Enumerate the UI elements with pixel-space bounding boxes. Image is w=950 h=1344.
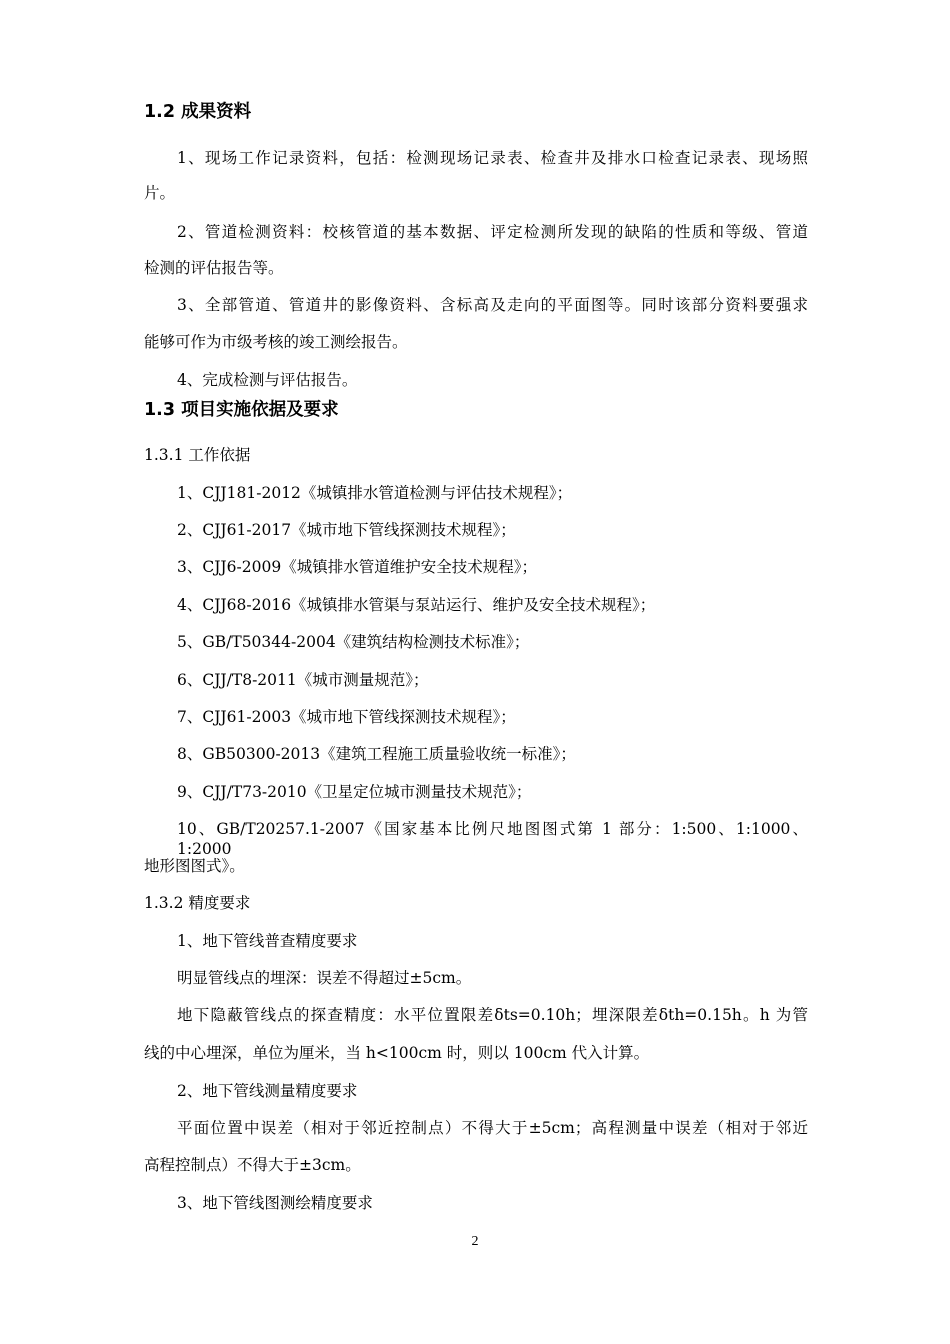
reference-item-6: 6、CJJ/T8-2011《城市测量规范》；: [177, 671, 429, 689]
paragraph-4: 4、完成检测与评估报告。: [177, 371, 358, 389]
paragraph-1-line-2: 片。: [144, 184, 176, 202]
reference-item-10-line-1: 10、GB/T20257.1-2007《国家基本比例尺地图图式第 1 部分：1:500、1:1000、1:2000: [177, 820, 808, 858]
paragraph-2-line-2: 检测的评估报告等。: [144, 259, 284, 277]
reference-item-8: 8、GB50300-2013《建筑工程施工质量验收统一标准》；: [177, 745, 576, 763]
page-number: 2: [471, 1234, 479, 1249]
paragraph-1-line-1: 1、现场工作记录资料，包括：检测现场记录表、检查井及排水口检查记录表、现场照: [177, 149, 808, 167]
reference-item-1: 1、CJJ181-2012《城镇排水管道检测与评估技术规程》；: [177, 484, 573, 502]
precision-survey-line-1: 平面位置中误差（相对于邻近控制点）不得大于±5cm；高程测量中误差（相对于邻近: [177, 1119, 808, 1137]
reference-item-7: 7、CJJ61-2003《城市地下管线探测技术规程》；: [177, 708, 516, 726]
reference-item-2: 2、CJJ61-2017《城市地下管线探测技术规程》；: [177, 521, 516, 539]
subsection-heading-1-3-2: 1.3.2 精度要求: [144, 894, 251, 912]
reference-item-3: 3、CJJ6-2009《城镇排水管道维护安全技术规程》；: [177, 558, 537, 576]
reference-item-5: 5、GB/T50344-2004《建筑结构检测技术标准》；: [177, 633, 530, 651]
reference-item-10-line-2: 地形图图式》。: [144, 857, 245, 875]
paragraph-2-line-1: 2、管道检测资料：校核管道的基本数据、评定检测所发现的缺陷的性质和等级、管道: [177, 223, 808, 241]
subsection-heading-1-3-1: 1.3.1 工作依据: [144, 446, 251, 464]
paragraph-3-line-2: 能够可作为市级考核的竣工测绘报告。: [144, 333, 408, 351]
section-heading-1-2: 1.2 成果资料: [144, 102, 252, 122]
precision-hidden-line-2: 线的中心埋深，单位为厘米，当 h<100cm 时，则以 100cm 代入计算。: [144, 1044, 650, 1062]
precision-item-3: 3、地下管线图测绘精度要求: [177, 1194, 373, 1212]
reference-item-9: 9、CJJ/T73-2010《卫星定位城市测量技术规范》；: [177, 783, 532, 801]
precision-survey-line-2: 高程控制点）不得大于±3cm。: [144, 1156, 361, 1174]
paragraph-3-line-1: 3、全部管道、管道井的影像资料、含标高及走向的平面图等。同时该部分资料要强求: [177, 296, 808, 314]
precision-surface-depth: 明显管线点的埋深：误差不得超过±5cm。: [177, 969, 472, 987]
precision-item-1: 1、地下管线普查精度要求: [177, 932, 358, 950]
precision-item-2: 2、地下管线测量精度要求: [177, 1082, 358, 1100]
reference-item-4: 4、CJJ68-2016《城镇排水管渠与泵站运行、维护及安全技术规程》；: [177, 596, 656, 614]
section-heading-1-3: 1.3 项目实施依据及要求: [144, 400, 339, 420]
precision-hidden-line-1: 地下隐蔽管线点的探查精度：水平位置限差δts=0.10h；埋深限差δth=0.15h。h 为管: [177, 1006, 808, 1024]
